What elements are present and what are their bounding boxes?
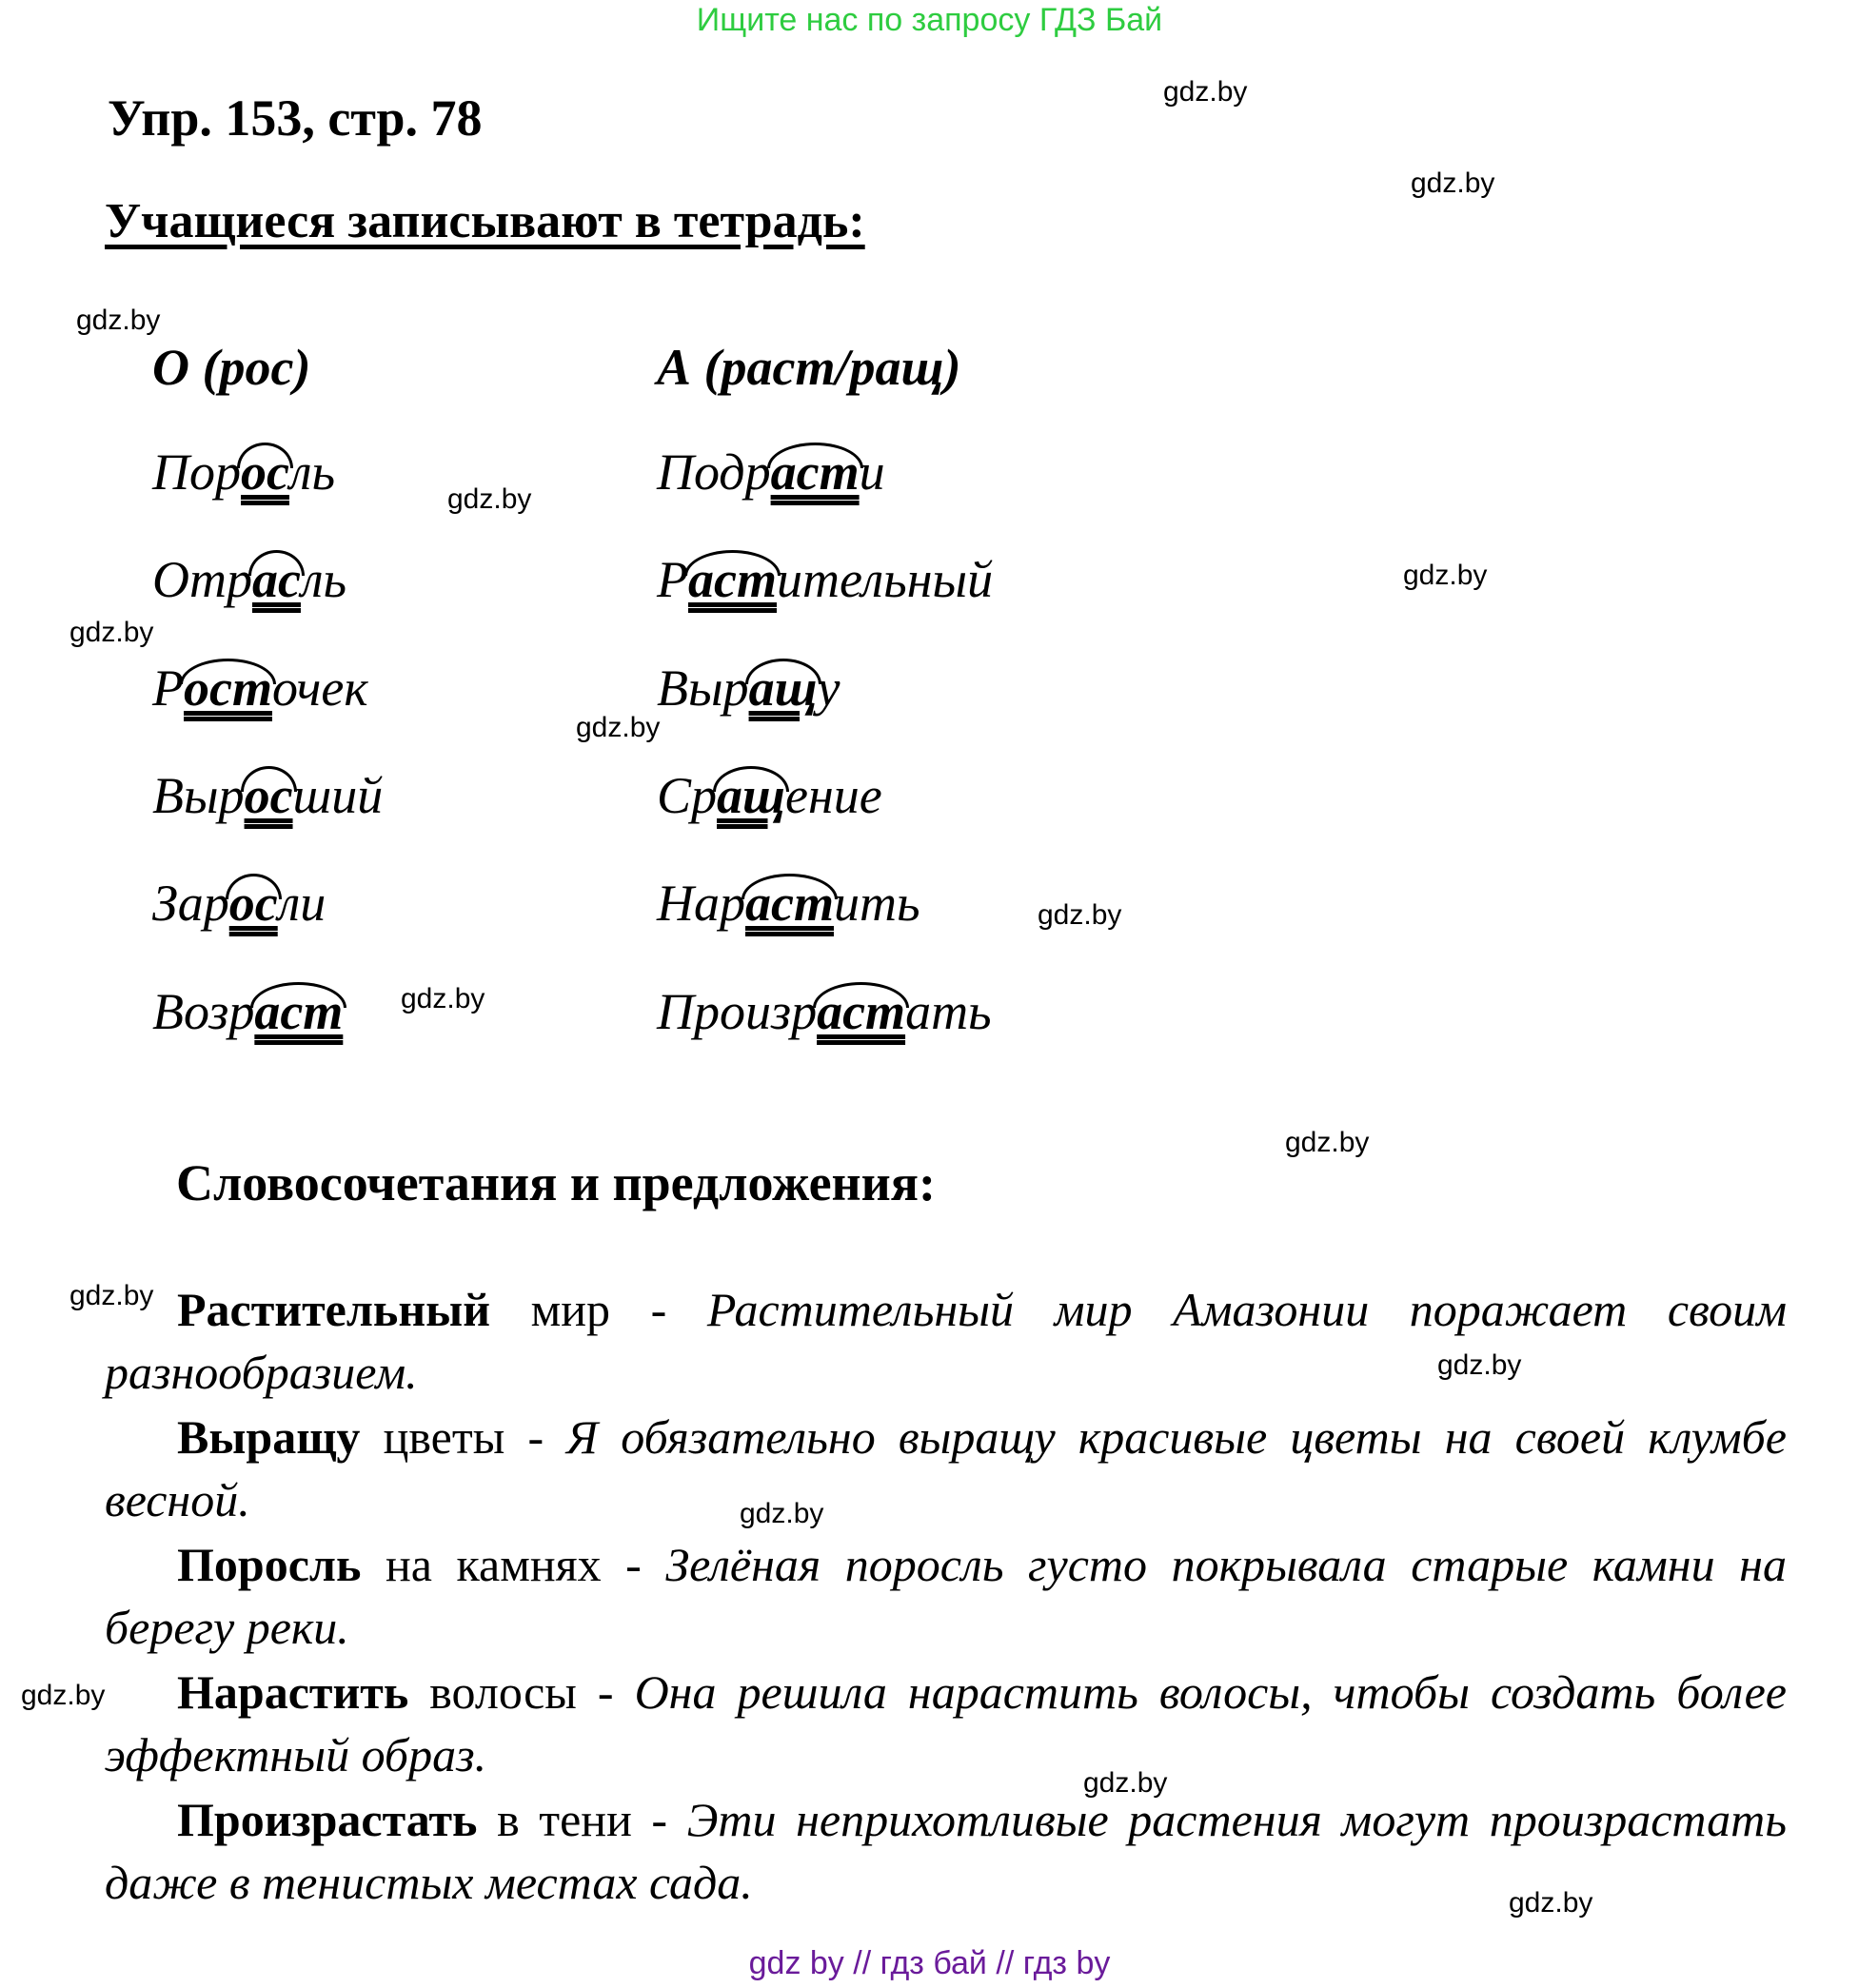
root-text: ост xyxy=(184,659,272,717)
root-text: аст xyxy=(770,443,860,501)
word-prefix: Ср xyxy=(657,767,718,824)
phrase-keyword: Поросль xyxy=(177,1538,362,1591)
left-word xyxy=(152,982,343,1041)
word-suffix: ль xyxy=(288,443,336,501)
watermark: gdz.by xyxy=(1411,167,1495,199)
root-text: аст xyxy=(688,551,777,608)
root-text: аст xyxy=(254,983,344,1040)
left-word xyxy=(152,874,326,933)
word-prefix: Р xyxy=(152,659,184,717)
word-suffix: ить xyxy=(833,875,920,932)
root-text: ащ xyxy=(717,767,786,824)
word-root xyxy=(241,443,289,502)
word-root xyxy=(184,659,272,718)
exercise-title: Упр. 153, стр. 78 xyxy=(108,89,483,147)
watermark: gdz.by xyxy=(69,1280,154,1311)
word-suffix: очек xyxy=(271,659,368,717)
section-title: Словосочетания и предложения: xyxy=(176,1154,936,1211)
footer-links: gdz by // гдз бай // гдз by xyxy=(748,1945,1111,1981)
word-suffix: ший xyxy=(292,767,384,824)
right-word xyxy=(657,874,920,933)
watermark: gdz.by xyxy=(401,983,485,1014)
watermark: gdz.by xyxy=(69,617,154,648)
watermark: gdz.by xyxy=(447,483,532,515)
phrase-keyword: Растительный xyxy=(177,1283,491,1336)
root-text: ос xyxy=(244,767,293,824)
right-word xyxy=(657,550,993,609)
left-word xyxy=(152,550,346,609)
top-banner: Ищите нас по запросу ГДЗ Бай xyxy=(696,2,1163,38)
right-word xyxy=(657,982,992,1041)
phrase-sentence: Растительный мир Амазонии поражает своим разнообразием. xyxy=(105,1283,1787,1399)
word-suffix: ли xyxy=(277,875,326,932)
word-suffix: ение xyxy=(785,767,882,824)
word-prefix: Возр xyxy=(152,983,255,1040)
phrase-rest: на камнях - xyxy=(361,1538,666,1591)
watermark: gdz.by xyxy=(1285,1127,1370,1158)
word-prefix: Подр xyxy=(657,443,771,501)
subtitle: Учащиеся записывают в тетрадь: xyxy=(105,194,865,248)
watermark: gdz.by xyxy=(576,712,661,743)
word-prefix: Отр xyxy=(152,551,252,608)
watermark: gdz.by xyxy=(1038,899,1122,931)
root-text: ос xyxy=(228,875,278,932)
word-root xyxy=(688,550,777,609)
word-root xyxy=(817,982,905,1041)
left-column-head: О (рос) xyxy=(152,339,311,396)
root-text: ащ xyxy=(748,659,818,717)
right-column-head: А (раст/ращ) xyxy=(657,339,961,396)
watermark: gdz.by xyxy=(1403,560,1488,591)
word-root xyxy=(252,550,301,609)
root-text: аст xyxy=(817,983,906,1040)
watermark: gdz.by xyxy=(21,1680,106,1711)
watermark: gdz.by xyxy=(1163,76,1248,108)
watermark: gdz.by xyxy=(76,305,161,336)
phrase-sentence: Зелёная поросль густо покрывала старые камни на берегу реки. xyxy=(105,1538,1787,1654)
watermark: gdz.by xyxy=(1083,1767,1168,1799)
right-word xyxy=(657,766,882,825)
word-root xyxy=(717,766,785,825)
word-prefix: Выр xyxy=(152,767,245,824)
word-root xyxy=(749,659,818,718)
phrase-rest: волосы - xyxy=(408,1665,635,1719)
word-suffix: ительный xyxy=(776,551,994,608)
root-text: ас xyxy=(252,551,301,608)
phrase-keyword: Нарастить xyxy=(177,1665,409,1719)
word-prefix: Р xyxy=(657,551,688,608)
phrase-rest: мир - xyxy=(490,1283,707,1336)
word-suffix: ль xyxy=(300,551,347,608)
root-text: аст xyxy=(745,875,834,932)
right-word xyxy=(657,443,885,502)
word-prefix: Выр xyxy=(657,659,749,717)
phrase-paragraph xyxy=(105,1533,1787,1659)
left-word xyxy=(152,766,383,825)
word-suffix: ать xyxy=(905,983,992,1040)
phrase-rest: в тени - xyxy=(477,1793,687,1846)
word-suffix: и xyxy=(859,443,885,501)
phrase-sentence: Я обязательно выращу красивые цветы на своей клумбе весной. xyxy=(105,1410,1787,1526)
right-word xyxy=(657,659,841,718)
word-root xyxy=(229,874,278,933)
phrase-sentence: Эти неприхотливые растения могут произрастать даже в тенистых местах сада. xyxy=(105,1793,1787,1909)
phrase-rest: цветы - xyxy=(360,1410,567,1464)
watermark: gdz.by xyxy=(740,1498,824,1529)
word-suffix: у xyxy=(817,659,841,717)
phrase-paragraph xyxy=(105,1278,1787,1404)
root-text: ос xyxy=(241,443,289,501)
word-root xyxy=(771,443,860,502)
watermark: gdz.by xyxy=(1509,1887,1593,1919)
phrase-keyword: Выращу xyxy=(177,1410,361,1464)
word-root xyxy=(245,766,293,825)
word-prefix: Зар xyxy=(152,875,229,932)
left-word xyxy=(152,443,335,502)
watermark: gdz.by xyxy=(1437,1349,1522,1381)
left-word xyxy=(152,659,368,718)
phrase-paragraph xyxy=(105,1661,1787,1786)
word-prefix: Произр xyxy=(657,983,818,1040)
phrase-paragraph xyxy=(105,1406,1787,1531)
word-prefix: Нар xyxy=(657,875,745,932)
phrase-sentence: Она решила нарастить волосы, чтобы создать более эффектный образ. xyxy=(105,1665,1787,1781)
word-root xyxy=(254,982,343,1041)
phrase-keyword: Произрастать xyxy=(177,1793,478,1846)
word-prefix: Пор xyxy=(152,443,241,501)
word-root xyxy=(745,874,834,933)
